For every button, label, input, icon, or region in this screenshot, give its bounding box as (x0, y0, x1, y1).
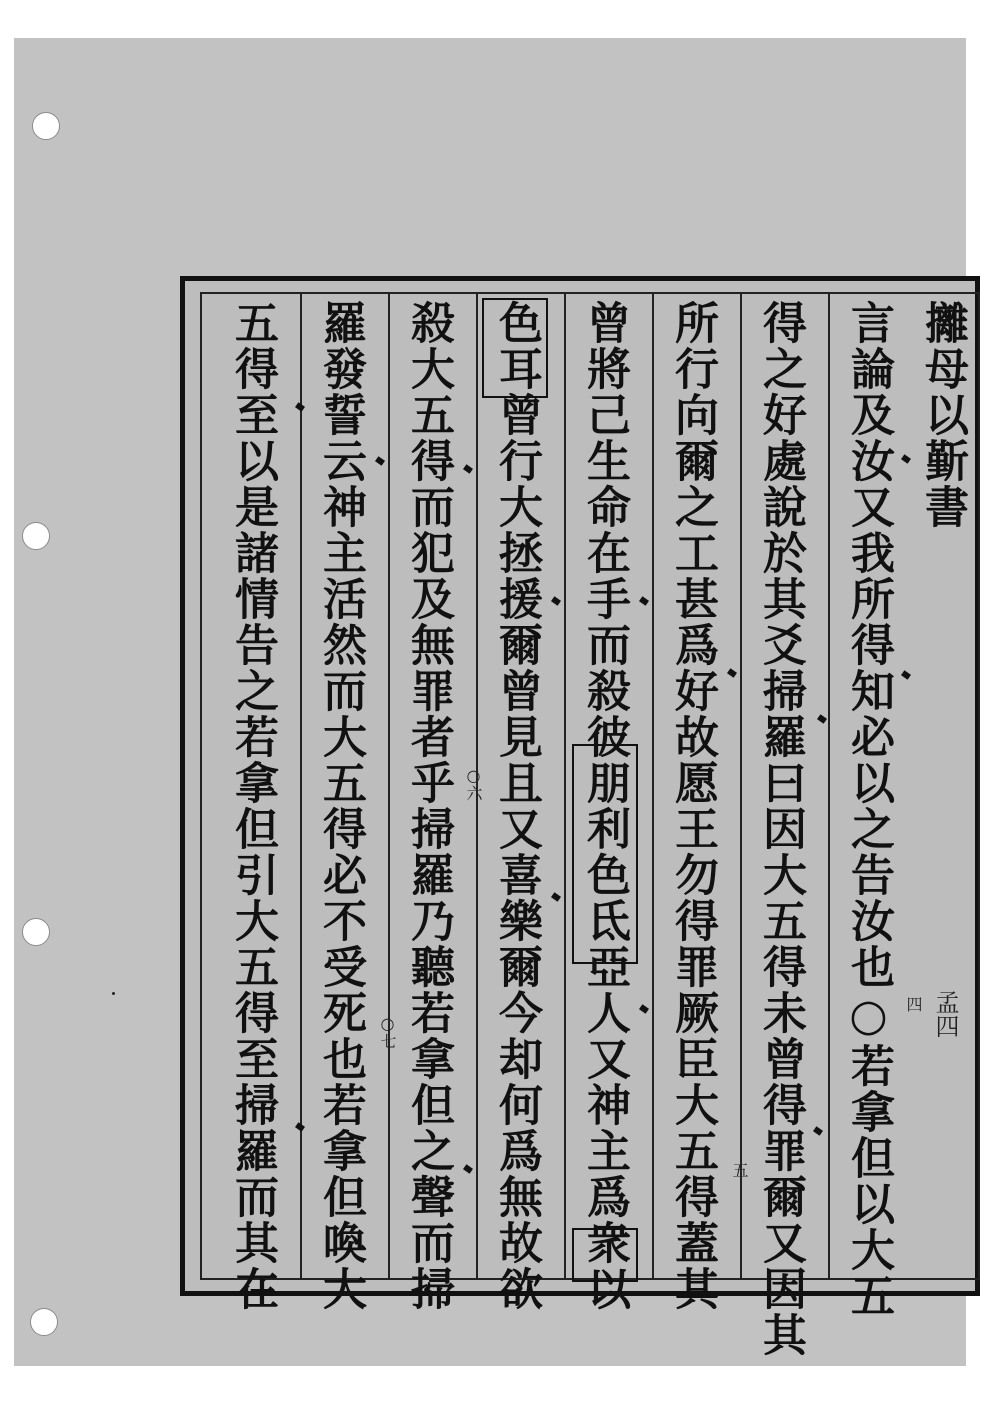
binder-hole-2 (22, 522, 50, 550)
binder-hole-4 (30, 1308, 58, 1336)
verse-number-6: ○六 (464, 766, 483, 801)
text-column-2: 得之好處說於其爻掃羅曰因大五得未曾得罪爾又因其 (755, 300, 806, 1358)
folio-number: 孟四 (931, 990, 959, 1038)
text-column-3: 所行向爾之工甚爲好故愿王勿得罪厥臣大五得蓋其 (667, 300, 718, 1312)
scan-speck (112, 992, 115, 995)
binder-hole-1 (32, 112, 60, 140)
text-column-8: 五得至以是諸情告之若拿但引大五得至掃羅而其在 (227, 300, 278, 1312)
column-rule (564, 294, 566, 1278)
column-rule (828, 294, 830, 1278)
text-column-7: 羅發誓云神主活然而大五得必不受死也若拿但喚大 (315, 300, 366, 1312)
proper-name-box (572, 1228, 638, 1282)
proper-name-box (482, 298, 548, 398)
text-column-1: 言論及汝又我所得知必以之告汝也○若拿但以大五 (843, 300, 894, 1319)
text-column-5: 色耳曾行大拯援爾曾見且又喜樂爾今却何爲無故欲 (491, 300, 542, 1312)
proper-name-box (572, 744, 638, 964)
verse-number-7: ○七 (378, 1014, 397, 1049)
column-rule (652, 294, 654, 1278)
verse-number-5: 五 (730, 1162, 749, 1178)
binder-hole-3 (22, 918, 50, 946)
column-rule (388, 294, 390, 1278)
text-column-4: 曾將己生命在手而殺彼朋利色氐亞人又神主爲衆以 (579, 300, 630, 1312)
text-column-title: 攡母以斳書 (917, 300, 968, 530)
text-column-6: 殺大五得而犯及無罪者乎掃羅乃聽若拿但之聲而掃 (403, 300, 454, 1312)
column-rule (740, 294, 742, 1278)
verse-number-4: 四 (904, 996, 923, 1012)
